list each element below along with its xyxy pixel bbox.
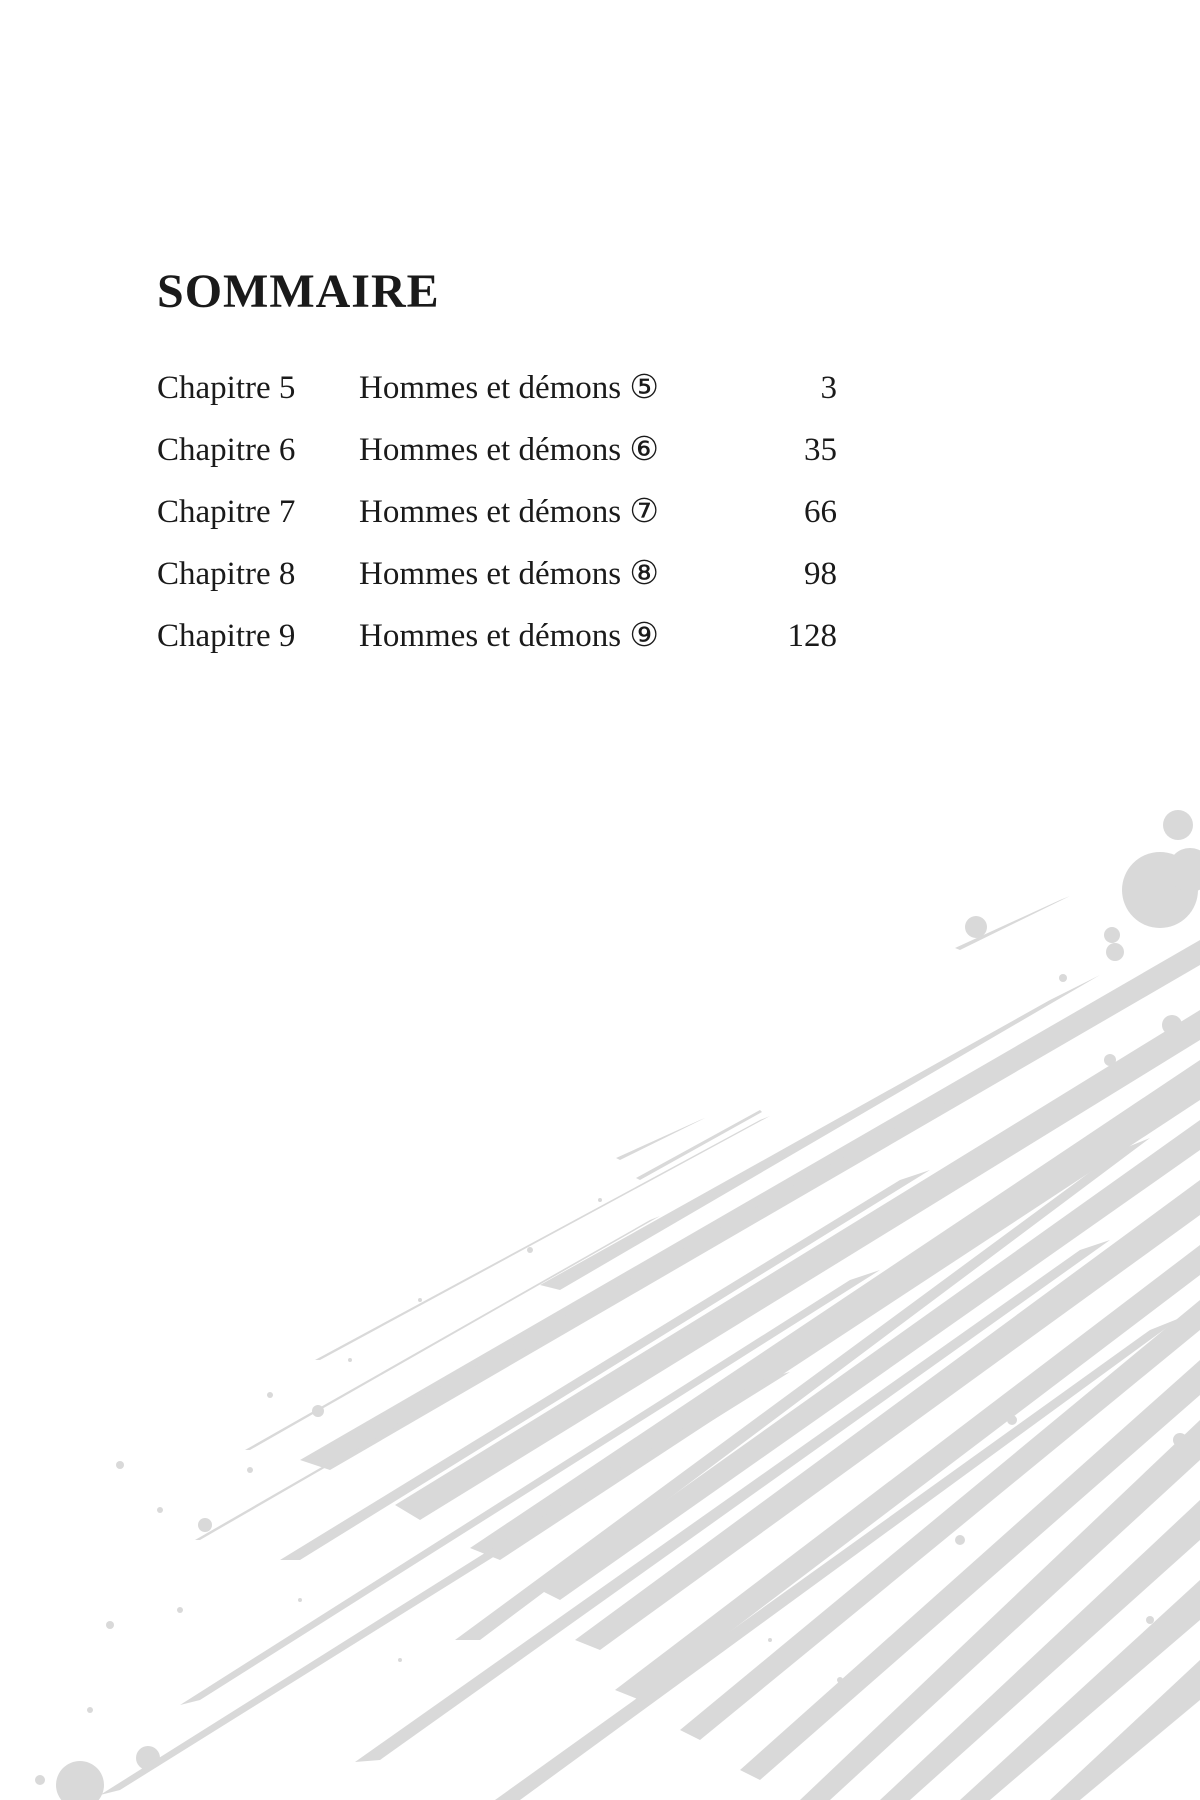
toc-page-number: 128 bbox=[787, 618, 837, 654]
toc-entry bbox=[157, 366, 837, 428]
toc-chapter-number: Chapitre 5 bbox=[157, 370, 296, 406]
toc-entry bbox=[157, 428, 837, 490]
toc-page-number: 66 bbox=[804, 494, 837, 530]
toc-page-number: 98 bbox=[804, 556, 837, 592]
toc-entry bbox=[157, 490, 837, 552]
toc-chapter-title: Hommes et démons ⑦ bbox=[359, 494, 659, 530]
toc-chapter-number: Chapitre 6 bbox=[157, 432, 296, 468]
toc-chapter-title: Hommes et démons ⑧ bbox=[359, 556, 659, 592]
toc-chapter-number: Chapitre 9 bbox=[157, 618, 296, 654]
toc-entry bbox=[157, 614, 837, 676]
toc-entry bbox=[157, 552, 837, 614]
toc-chapter-title: Hommes et démons ⑤ bbox=[359, 370, 659, 406]
toc-chapter-number: Chapitre 7 bbox=[157, 494, 296, 530]
toc-chapter-number: Chapitre 8 bbox=[157, 556, 296, 592]
toc-page-number: 35 bbox=[804, 432, 837, 468]
table-of-contents bbox=[157, 366, 837, 676]
toc-page-number: 3 bbox=[820, 370, 837, 406]
toc-chapter-title: Hommes et démons ⑨ bbox=[359, 618, 659, 654]
page-title: SOMMAIRE bbox=[157, 265, 440, 318]
toc-chapter-title: Hommes et démons ⑥ bbox=[359, 432, 659, 468]
